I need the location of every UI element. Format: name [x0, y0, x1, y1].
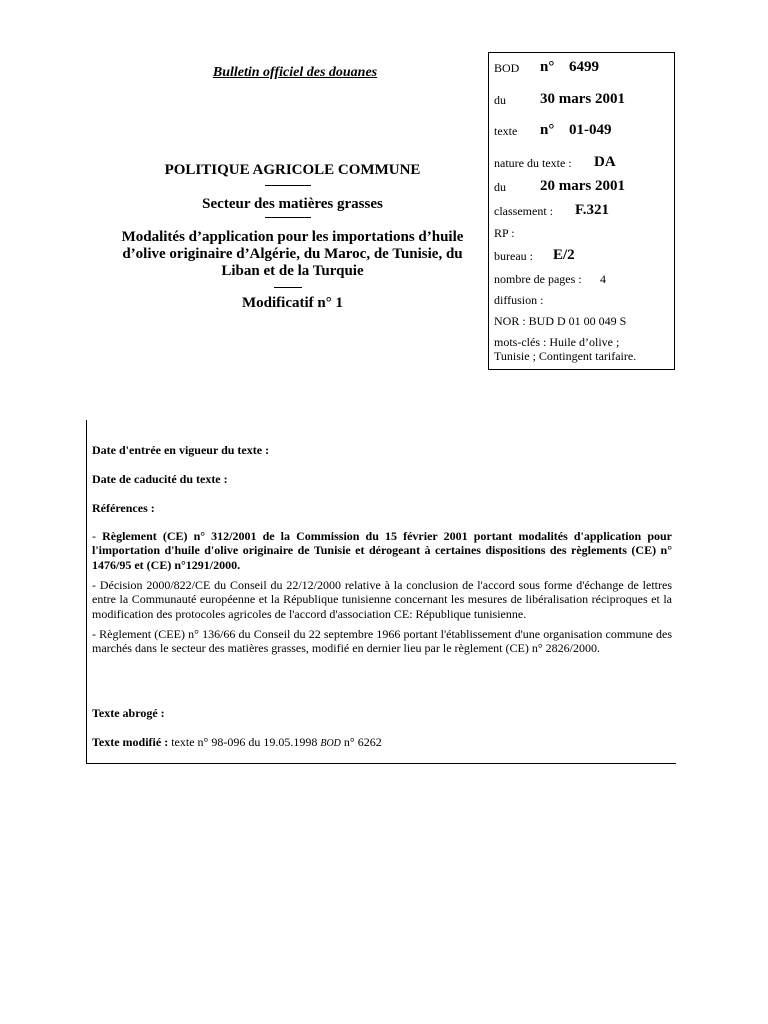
reference-1-text: Règlement (CE) n° 312/2001 de la Commission du 15 février 2001 portant modalités d'application pour l'importation d'huile d'olive originaire de Tunisie et dérogeant à certaines dispositions des règlements (CE) n° 1476/95 et (CE) n°1291/2000.	[92, 529, 672, 572]
texte-date: 20 mars 2001	[540, 178, 625, 194]
texte-label: texte	[494, 124, 518, 138]
nature-label: nature du texte :	[494, 156, 572, 170]
reference-1-prefix: -	[92, 529, 103, 543]
bod-date: 30 mars 2001	[540, 91, 625, 107]
subject-line-2: d’olive originaire d’Algérie, du Maroc, de Tunisie, du	[122, 246, 463, 262]
rp-label: RP :	[494, 226, 515, 240]
date-caducite: Date de caducité du texte :	[92, 472, 228, 486]
du2-label: du	[494, 180, 506, 194]
sector-heading: Secteur des matières grasses	[202, 196, 383, 212]
bureau-label: bureau :	[494, 249, 533, 263]
pages-value: 4	[600, 272, 606, 286]
bod-italic: BOD	[320, 738, 341, 749]
info-box	[488, 52, 675, 370]
texte-n-symbol: n°	[540, 122, 555, 138]
mots-cles-line-1: mots-clés : Huile d’olive ;	[494, 335, 620, 349]
policy-heading: POLITIQUE AGRICOLE COMMUNE	[164, 162, 421, 178]
nature-value: DA	[594, 154, 616, 170]
subject-line-1: Modalités d’application pour les importations d’huile	[121, 229, 464, 245]
bod-label: BOD	[494, 61, 520, 75]
reference-1	[92, 529, 672, 572]
texte-modifie-label: Texte modifié :	[92, 735, 169, 749]
nor-code: NOR : BUD D 01 00 049 S	[494, 314, 627, 328]
bod-number: 6499	[569, 59, 599, 75]
diffusion-label: diffusion :	[494, 293, 544, 307]
texte-number: 01-049	[569, 122, 612, 138]
bod-reference: n° 6262	[343, 735, 382, 749]
texte-modifie-value: texte n° 98-096 du 19.05.1998	[171, 735, 318, 749]
separator-1	[265, 185, 311, 186]
separator-2	[265, 217, 311, 218]
texte-modifie	[92, 735, 672, 750]
separator-3	[274, 287, 302, 288]
mots-cles-line-2: Tunisie ; Contingent tarifaire.	[494, 349, 637, 363]
references-heading: Références :	[92, 501, 155, 515]
pages-label: nombre de pages :	[494, 272, 582, 286]
bureau-value: E/2	[553, 247, 575, 263]
modificatif: Modificatif n° 1	[242, 295, 343, 311]
reference-2: - Décision 2000/822/CE du Conseil du 22/12/2000 relative à la conclusion de l'accord sous forme d'échange de lettres entre la Communauté européenne et la République tunisienne concernant les mesures de libéralisation réciproques et la modification des protocoles agricoles de l'accord d'association CE: République tunisienne.	[92, 578, 672, 621]
reference-3: - Règlement (CEE) n° 136/66 du Conseil du 22 septembre 1966 portant l'établissement d'une organisation commune des marchés dans le secteur des matières grasses, modifié en dernier lieu par le règlement (CE) n° 2826/2000.	[92, 627, 672, 656]
classement-label: classement :	[494, 204, 553, 218]
bulletin-title: Bulletin officiel des douanes	[212, 65, 378, 80]
classement-value: F.321	[575, 202, 610, 218]
du-label: du	[494, 93, 506, 107]
bod-n-symbol: n°	[540, 59, 555, 75]
texte-abroge: Texte abrogé :	[92, 706, 165, 720]
date-entree-vigueur: Date d'entrée en vigueur du texte :	[92, 443, 270, 457]
subject-line-3: Liban et de la Turquie	[221, 263, 364, 279]
